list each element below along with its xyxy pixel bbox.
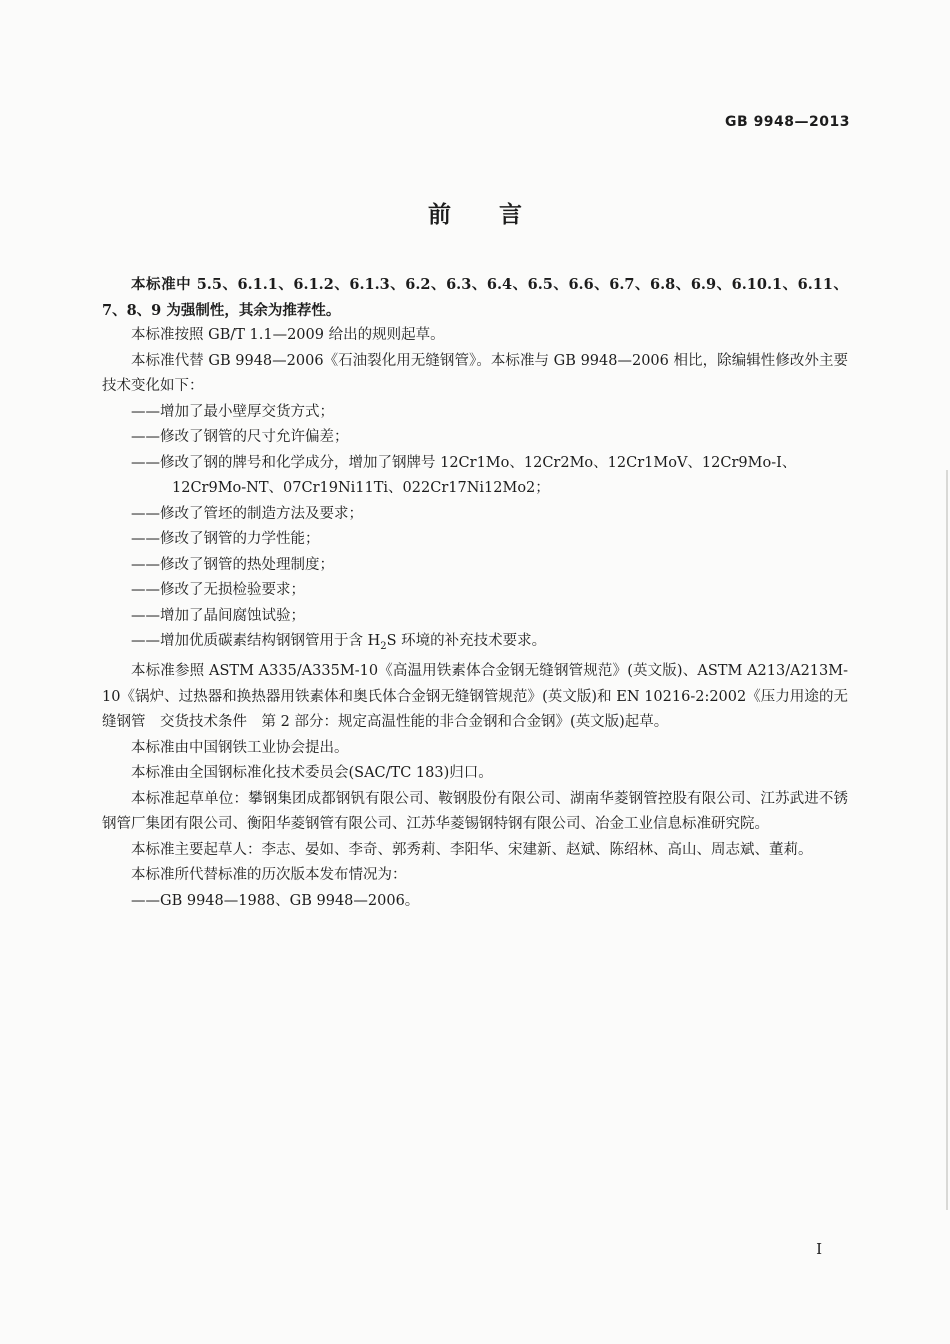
change-item: ——修改了钢管的力学性能； — [131, 531, 320, 547]
page-number: I — [816, 1240, 822, 1258]
drafters-paragraph: 本标准主要起草人：李志、晏如、李奇、郭秀莉、李阳华、宋建新、赵斌、陈绍林、高山、周志斌、董莉。 — [131, 841, 813, 858]
change-item: ——修改了钢管的尺寸允许偏差； — [131, 429, 349, 445]
change-item: ——修改了钢管的热处理制度； — [131, 556, 334, 573]
change-item-text: S 环境的补充技术要求。 — [386, 633, 547, 649]
administration-paragraph: 本标准由全国钢标准化技术委员会(SAC/TC 183)归口。 — [131, 765, 493, 782]
change-item: ——修改了管坯的制造方法及要求； — [131, 505, 363, 522]
change-item: ——修改了钢的牌号和化学成分，增加了钢牌号 12Cr1Mo、12Cr2Mo、12Cr1MoV、12Cr9Mo-I、12Cr9Mo-NT、07Cr19Ni11Ti、022Cr17Ni12Mo2； — [131, 454, 797, 496]
proposer-paragraph: 本标准由中国钢铁工业协会提出。 — [131, 739, 349, 756]
change-item-text: ——增加优质碳素结构钢钢管用于含 H — [131, 633, 381, 649]
history-item: ——GB 9948—1988、GB 9948—2006。 — [131, 892, 420, 909]
standard-code: GB 9948—2013 — [725, 114, 850, 130]
drafting-units-paragraph: 本标准起草单位：攀钢集团成都钢钒有限公司、鞍钢股份有限公司、湖南华菱钢管控股有限公司、江苏武进不锈钢管厂集团有限公司、衡阳华菱钢管有限公司、江苏华菱锡钢特钢有限公司、冶金工业信息标准研究院。 — [102, 790, 848, 833]
replacement-paragraph: 本标准代替 GB 9948—2006《石油裂化用无缝钢管》。本标准与 GB 9948—2006 相比，除编辑性修改外主要技术变化如下： — [102, 352, 848, 394]
change-item — [102, 629, 848, 659]
change-item: ——增加了最小壁厚交货方式； — [131, 403, 334, 420]
mandatory-clauses-paragraph: 本标准中 5.5、6.1.1、6.1.2、6.1.3、6.2、6.3、6.4、6.5、6.6、6.7、6.8、6.9、6.10.1、6.11、7、8、9 为强制性，其余为推荐性。 — [102, 276, 848, 319]
subscript: 2 — [380, 640, 387, 652]
change-item: ——修改了无损检验要求； — [131, 582, 305, 598]
reference-standards-paragraph: 本标准参照 ASTM A335/A335M-10《高温用铁素体合金钢无缝钢管规范》(英文版)、ASTM A213/A213M-10《锅炉、过热器和换热器用铁素体和奥氏体合金钢无缝钢管规范》(英文版)和 EN 10216-2:2002《压力用途的无缝钢管 交货技术条件 第 2 部分：规定高温性能的非合金钢和合金钢》(英文版)起草。 — [102, 663, 848, 731]
foreword-body — [102, 272, 848, 914]
change-item: ——增加了晶间腐蚀试验； — [131, 607, 305, 624]
drafting-rules-paragraph: 本标准按照 GB/T 1.1—2009 给出的规则起草。 — [131, 327, 445, 343]
page-title: 前言 — [428, 202, 570, 228]
scan-edge-line — [946, 470, 948, 1210]
history-intro-paragraph: 本标准所代替标准的历次版本发布情况为： — [131, 867, 407, 884]
